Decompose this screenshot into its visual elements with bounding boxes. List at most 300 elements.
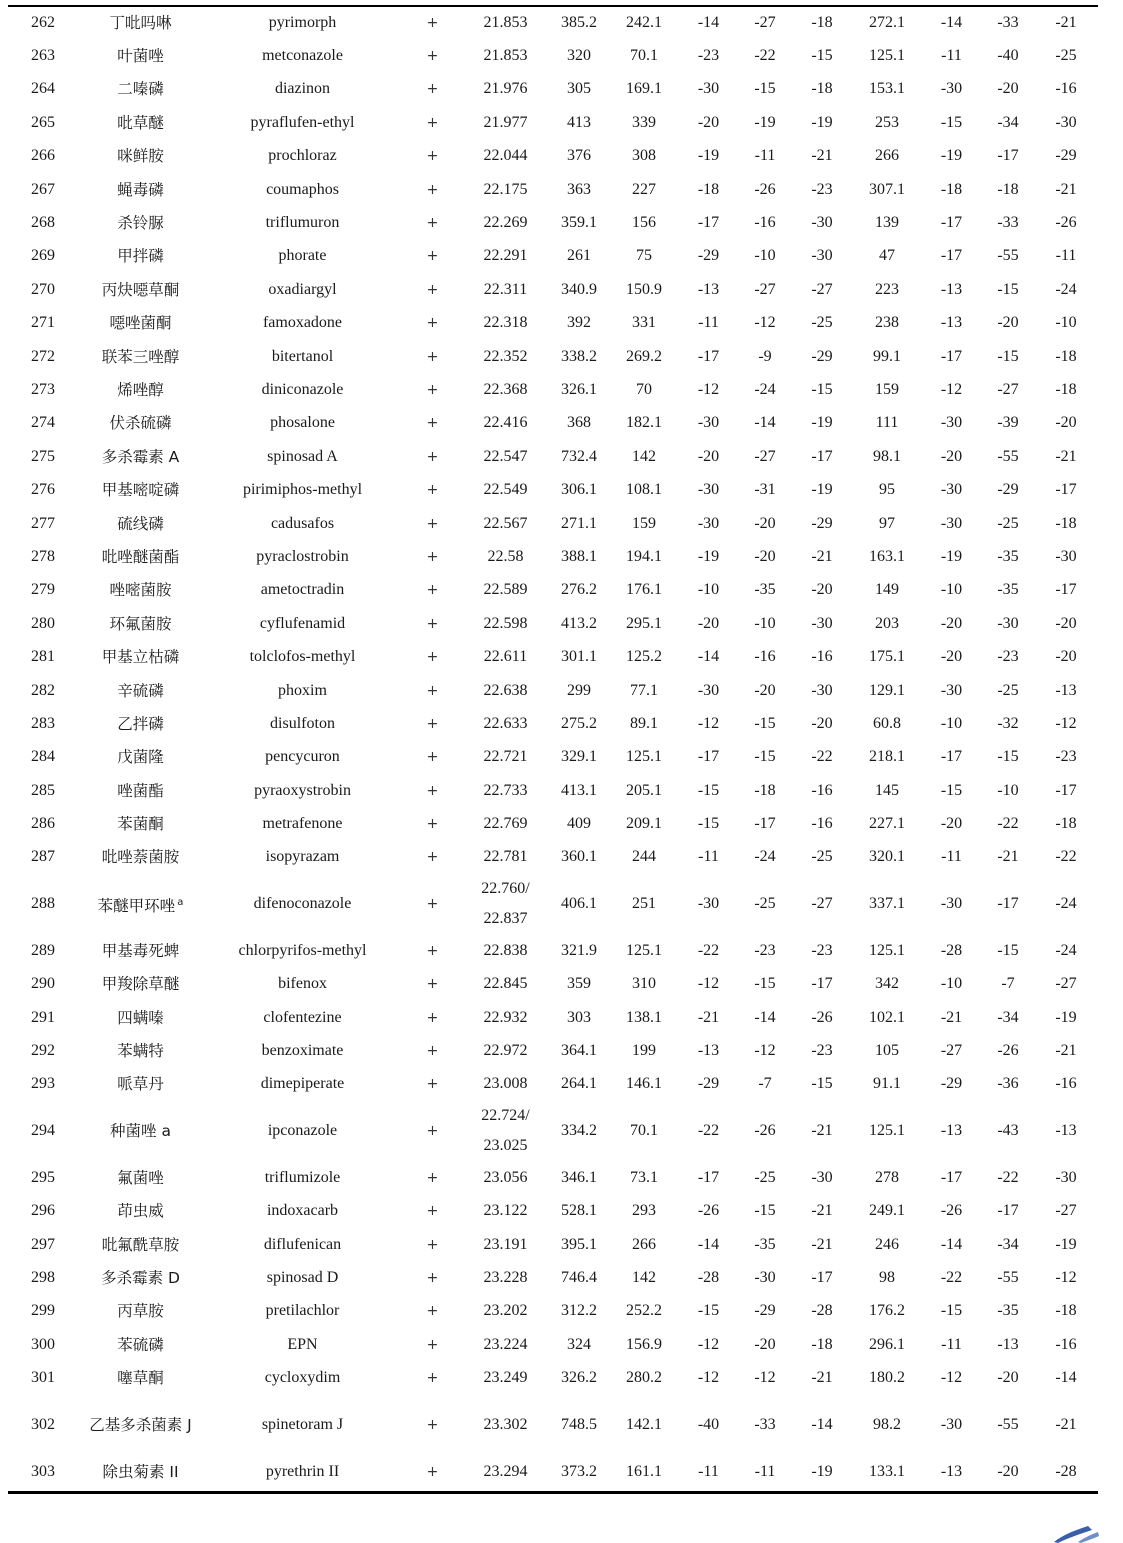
quant-ion: 142.1	[626, 1415, 662, 1433]
qual-ion: 278	[875, 1168, 899, 1186]
quant-ion: 70.1	[630, 47, 658, 65]
quant-ion: 150.9	[626, 280, 662, 298]
qual-ion: 266	[875, 147, 899, 165]
qual-ion: 149	[875, 581, 899, 599]
table-row	[8, 1001, 1098, 1034]
chinese-name	[78, 741, 203, 774]
qual-rf-lens: -14	[1055, 1369, 1077, 1387]
quant-collision-energy: -16	[754, 214, 776, 232]
chinese-name	[78, 1195, 203, 1228]
precursor-ion: 748.5	[561, 1415, 597, 1433]
retention-time: 23.122	[483, 1202, 528, 1220]
qual-ion: 60.8	[873, 714, 901, 732]
english-name: bifenox	[278, 975, 327, 993]
ion-polarity: +	[426, 896, 439, 913]
quant-cone-voltage: -19	[697, 547, 720, 565]
qual-rf-lens: -12	[1055, 714, 1077, 732]
chinese-name-text: 咪鲜胺	[117, 147, 164, 166]
quant-collision-energy: -31	[754, 481, 776, 499]
quant-rf-lens: -30	[811, 247, 833, 265]
chinese-name-text: 噻草酮	[117, 1369, 164, 1388]
table-row	[8, 874, 1098, 934]
retention-time: 23.224	[483, 1335, 528, 1353]
row-number: 292	[31, 1042, 55, 1060]
english-name: indoxacarb	[266, 1202, 339, 1220]
chinese-name-text: 哌草丹	[117, 1075, 164, 1094]
english-name: pyraflufen-ethyl	[250, 113, 355, 131]
qual-ion: 97	[879, 514, 895, 532]
quant-ion: 266	[632, 1235, 656, 1253]
english-name: spinosad D	[266, 1268, 339, 1286]
qual-collision-energy: -55	[997, 447, 1019, 465]
table-row	[8, 574, 1098, 607]
quant-cone-voltage: -12	[697, 714, 720, 732]
quant-cone-voltage: -30	[697, 514, 720, 532]
retention-time: 22.633	[483, 714, 528, 732]
row-number: 303	[31, 1462, 55, 1480]
row-number: 289	[31, 941, 55, 959]
quant-collision-energy: -20	[754, 547, 776, 565]
quant-ion: 280.2	[626, 1369, 662, 1387]
qual-ion: 47	[879, 247, 895, 265]
ion-polarity: +	[426, 849, 439, 866]
qual-rf-lens: -19	[1055, 1235, 1077, 1253]
retention-time: 22.721	[483, 748, 528, 766]
row-number: 271	[31, 314, 55, 332]
chinese-name-text: 吡氟酰草胺	[101, 1235, 180, 1254]
precursor-ion: 413.2	[561, 614, 597, 632]
ion-polarity: +	[426, 749, 439, 766]
chinese-name-text: 苯菌酮	[117, 815, 164, 834]
table-row	[8, 140, 1098, 173]
retention-time: 22.416	[483, 414, 528, 432]
qual-cone-voltage: -30	[940, 80, 963, 98]
precursor-ion: 359.1	[561, 214, 597, 232]
chinese-name	[78, 73, 203, 106]
qual-collision-energy: -27	[997, 380, 1019, 398]
quant-ion: 244	[632, 848, 656, 866]
chinese-name	[78, 874, 203, 934]
qual-collision-energy: -55	[997, 1268, 1019, 1286]
qual-ion: 111	[875, 414, 899, 432]
qual-cone-voltage: -10	[940, 581, 963, 599]
ion-polarity: +	[426, 1203, 439, 1220]
table-row	[8, 6, 1098, 39]
qual-ion: 125.1	[869, 1122, 905, 1140]
english-name: pyraoxystrobin	[254, 781, 351, 799]
chinese-name	[78, 1295, 203, 1328]
table-row	[8, 407, 1098, 440]
table-row	[8, 674, 1098, 707]
footnote-marker: a	[177, 896, 184, 908]
qual-collision-energy: -20	[997, 1462, 1019, 1480]
retention-time: 22.972	[483, 1042, 528, 1060]
qual-ion: 175.1	[869, 648, 905, 666]
qual-rf-lens: -24	[1055, 280, 1077, 298]
retention-time: 23.056	[483, 1168, 528, 1186]
retention-time: 23.008	[483, 1075, 528, 1093]
qual-ion: 139	[875, 214, 899, 232]
qual-cone-voltage: -15	[940, 113, 963, 131]
qual-ion: 98.2	[873, 1415, 901, 1433]
qual-cone-voltage: -29	[940, 1075, 963, 1093]
table-row	[8, 73, 1098, 106]
english-name: difenoconazole	[253, 895, 352, 913]
retention-time: 21.977	[483, 113, 528, 131]
qual-cone-voltage: -30	[940, 1415, 963, 1433]
chinese-name-text: 甲基立枯磷	[101, 648, 180, 667]
qual-collision-energy: -43	[997, 1122, 1019, 1140]
qual-collision-energy: -35	[997, 547, 1019, 565]
row-number: 277	[31, 514, 55, 532]
quant-ion: 138.1	[626, 1008, 662, 1026]
qual-rf-lens: -30	[1055, 1168, 1077, 1186]
ion-polarity: +	[426, 1463, 439, 1480]
english-name: metconazole	[262, 47, 343, 65]
retention-time: 22.352	[483, 347, 528, 365]
precursor-ion: 413.1	[561, 781, 597, 799]
table-row	[8, 240, 1098, 273]
retention-time: 23.202	[483, 1302, 528, 1320]
chinese-name	[78, 1361, 203, 1394]
retention-time: 22.044	[483, 147, 528, 165]
row-number: 301	[31, 1369, 55, 1387]
quant-cone-voltage: -22	[697, 941, 720, 959]
precursor-ion: 264.1	[561, 1075, 597, 1093]
chinese-name-text: 苯醚甲环唑	[97, 896, 176, 915]
retention-time: 23.228	[483, 1268, 528, 1286]
chinese-name	[78, 1455, 203, 1488]
quant-rf-lens: -25	[811, 314, 833, 332]
chinese-name-text: 硫线磷	[117, 514, 164, 533]
quant-collision-energy: -30	[754, 1268, 776, 1286]
qual-collision-energy: -17	[997, 147, 1019, 165]
quant-rf-lens: -18	[811, 13, 833, 31]
chinese-name-text: 甲基嘧啶磷	[101, 481, 180, 500]
chinese-name	[78, 607, 203, 640]
ion-polarity: +	[426, 81, 439, 98]
chinese-name-text: 苯螨特	[117, 1042, 164, 1061]
table-row	[8, 1328, 1098, 1361]
precursor-ion: 388.1	[561, 547, 597, 565]
qual-cone-voltage: -20	[940, 447, 963, 465]
precursor-ion: 376	[567, 147, 591, 165]
row-number: 284	[31, 748, 55, 766]
chinese-name	[78, 206, 203, 239]
english-name: pyrethrin II	[265, 1462, 340, 1480]
quant-collision-energy: -11	[754, 147, 776, 165]
english-name: isopyrazam	[265, 848, 340, 866]
table-row	[8, 1361, 1098, 1394]
quant-collision-energy: -26	[754, 180, 776, 198]
qual-cone-voltage: -18	[940, 180, 963, 198]
table-row	[8, 707, 1098, 740]
quant-collision-energy: -26	[754, 1122, 776, 1140]
qual-collision-energy: -34	[997, 1235, 1019, 1253]
quant-collision-energy: -9	[758, 347, 772, 365]
table-row	[8, 807, 1098, 840]
qual-cone-voltage: -30	[940, 514, 963, 532]
retention-time: 22.311	[483, 280, 528, 298]
qual-ion: 95	[879, 481, 895, 499]
qual-collision-energy: -34	[997, 113, 1019, 131]
retention-time: 22.769	[483, 815, 528, 833]
row-number: 290	[31, 975, 55, 993]
chinese-name	[78, 1261, 203, 1294]
precursor-ion: 326.1	[561, 380, 597, 398]
quant-ion: 169.1	[626, 80, 662, 98]
chinese-name	[78, 1395, 203, 1455]
quant-rf-lens: -19	[811, 1462, 833, 1480]
precursor-ion: 373.2	[561, 1462, 597, 1480]
qual-cone-voltage: -21	[940, 1008, 963, 1026]
qual-collision-energy: -25	[997, 681, 1019, 699]
quant-collision-energy: -20	[754, 1335, 776, 1353]
table-row	[8, 507, 1098, 540]
row-number: 282	[31, 681, 55, 699]
qual-rf-lens: -30	[1055, 113, 1077, 131]
qual-cone-voltage: -30	[940, 414, 963, 432]
precursor-ion: 299	[567, 681, 591, 699]
chinese-name-text: 戊菌隆	[117, 748, 164, 767]
retention-time: 23.191	[483, 1235, 528, 1253]
qual-ion: 98.1	[873, 447, 901, 465]
retention-time: 22.175	[483, 180, 528, 198]
ion-polarity: +	[426, 816, 439, 833]
quant-collision-energy: -25	[754, 1168, 776, 1186]
precursor-ion: 312.2	[561, 1302, 597, 1320]
english-name: spinetoram J	[261, 1415, 344, 1433]
precursor-ion: 406.1	[561, 895, 597, 913]
qual-collision-energy: -35	[997, 1302, 1019, 1320]
chinese-name-text: 丙炔噁草酮	[101, 280, 180, 299]
quant-cone-voltage: -17	[697, 347, 720, 365]
quant-cone-voltage: -17	[697, 1168, 720, 1186]
ion-polarity: +	[426, 348, 439, 365]
ion-polarity: +	[426, 615, 439, 632]
english-name: tolclofos-methyl	[249, 648, 356, 666]
qual-collision-energy: -25	[997, 514, 1019, 532]
ion-polarity: +	[426, 515, 439, 532]
quant-collision-energy: -7	[758, 1075, 772, 1093]
qual-collision-energy: -17	[997, 895, 1019, 913]
qual-cone-voltage: -19	[940, 547, 963, 565]
row-number: 278	[31, 547, 55, 565]
qual-cone-voltage: -26	[940, 1202, 963, 1220]
qual-cone-voltage: -27	[940, 1042, 963, 1060]
ion-polarity: +	[426, 148, 439, 165]
quant-rf-lens: -30	[811, 214, 833, 232]
qual-ion: 159	[875, 380, 899, 398]
ion-polarity: +	[426, 14, 439, 31]
english-name: cadusafos	[270, 514, 335, 532]
precursor-ion: 340.9	[561, 280, 597, 298]
quant-collision-energy: -24	[754, 380, 776, 398]
retention-time: 23.294	[483, 1462, 528, 1480]
precursor-ion: 320	[567, 47, 591, 65]
quant-ion: 205.1	[626, 781, 662, 799]
qual-cone-voltage: -30	[940, 481, 963, 499]
qual-collision-energy: -55	[997, 247, 1019, 265]
qual-rf-lens: -26	[1055, 214, 1077, 232]
quant-rf-lens: -17	[811, 975, 833, 993]
english-name: disulfoton	[270, 714, 335, 732]
english-name: chlorpyrifos-methyl	[238, 941, 367, 959]
quant-cone-voltage: -19	[697, 147, 720, 165]
quant-rf-lens: -29	[811, 347, 833, 365]
qual-cone-voltage: -17	[940, 1168, 963, 1186]
qual-collision-energy: -22	[997, 1168, 1019, 1186]
qual-rf-lens: -16	[1055, 1075, 1077, 1093]
quant-rf-lens: -20	[811, 714, 833, 732]
chinese-name-text: 四螨嗪	[117, 1008, 164, 1027]
chinese-name	[78, 140, 203, 173]
row-number: 300	[31, 1335, 55, 1353]
qual-rf-lens: -21	[1055, 13, 1077, 31]
row-number: 268	[31, 214, 55, 232]
qual-rf-lens: -18	[1055, 347, 1077, 365]
retention-time: 22.638	[483, 681, 528, 699]
quant-rf-lens: -16	[811, 781, 833, 799]
retention-time: 22.589	[483, 581, 528, 599]
chinese-name-text: 种菌唑 a	[110, 1122, 171, 1141]
qual-collision-energy: -33	[997, 13, 1019, 31]
qual-rf-lens: -16	[1055, 80, 1077, 98]
quant-ion: 125.2	[626, 648, 662, 666]
row-number: 276	[31, 481, 55, 499]
quant-ion: 108.1	[626, 481, 662, 499]
quant-collision-energy: -15	[754, 80, 776, 98]
row-number: 266	[31, 147, 55, 165]
qual-ion: 99.1	[873, 347, 901, 365]
ion-polarity: +	[426, 715, 439, 732]
qual-ion: 223	[875, 280, 899, 298]
precursor-ion: 364.1	[561, 1042, 597, 1060]
quant-rf-lens: -17	[811, 447, 833, 465]
row-number: 294	[31, 1122, 55, 1140]
publisher-logo-icon	[1050, 1524, 1100, 1543]
quant-ion: 89.1	[630, 714, 658, 732]
retention-time: 23.302	[483, 1415, 528, 1433]
english-name: metrafenone	[262, 815, 343, 833]
quant-rf-lens: -18	[811, 1335, 833, 1353]
ion-polarity: +	[426, 1336, 439, 1353]
qual-ion: 342	[875, 975, 899, 993]
quant-rf-lens: -21	[811, 1369, 833, 1387]
quant-rf-lens: -17	[811, 1268, 833, 1286]
quant-cone-voltage: -15	[697, 1302, 720, 1320]
qual-collision-energy: -33	[997, 214, 1019, 232]
qual-ion: 296.1	[869, 1335, 905, 1353]
quant-collision-energy: -20	[754, 681, 776, 699]
row-number: 302	[31, 1415, 55, 1433]
qual-collision-energy: -30	[997, 614, 1019, 632]
chinese-name	[78, 707, 203, 740]
qual-rf-lens: -10	[1055, 314, 1077, 332]
quant-collision-energy: -15	[754, 748, 776, 766]
qual-cone-voltage: -10	[940, 714, 963, 732]
retention-time: 22.781	[483, 848, 528, 866]
quant-ion: 70	[636, 380, 652, 398]
qual-collision-energy: -35	[997, 581, 1019, 599]
quant-ion: 194.1	[626, 547, 662, 565]
retention-time	[463, 874, 548, 934]
qual-cone-voltage: -17	[940, 347, 963, 365]
retention-time: 22.547	[483, 447, 528, 465]
quant-ion: 70.1	[630, 1122, 658, 1140]
ion-polarity: +	[426, 582, 439, 599]
quant-ion: 176.1	[626, 581, 662, 599]
quant-ion: 209.1	[626, 815, 662, 833]
qual-cone-voltage: -14	[940, 13, 963, 31]
table-row	[8, 1261, 1098, 1294]
quant-rf-lens: -21	[811, 1122, 833, 1140]
precursor-ion: 306.1	[561, 481, 597, 499]
qual-cone-voltage: -30	[940, 681, 963, 699]
ion-polarity: +	[426, 281, 439, 298]
table-row	[8, 1228, 1098, 1261]
retention-time: 22.269	[483, 214, 528, 232]
qual-cone-voltage: -17	[940, 214, 963, 232]
chinese-name-text: 吡唑醚菌酯	[101, 547, 180, 566]
precursor-ion: 275.2	[561, 714, 597, 732]
quant-rf-lens: -23	[811, 1042, 833, 1060]
quant-ion: 156.9	[626, 1335, 662, 1353]
row-number: 265	[31, 113, 55, 131]
quant-ion: 252.2	[626, 1302, 662, 1320]
qual-collision-energy: -10	[997, 781, 1019, 799]
chinese-name-text: 氟菌唑	[117, 1168, 164, 1187]
quant-cone-voltage: -28	[697, 1268, 720, 1286]
quant-ion: 182.1	[626, 414, 662, 432]
retention-time: 22.733	[483, 781, 528, 799]
row-number: 273	[31, 380, 55, 398]
qual-collision-energy: -40	[997, 47, 1019, 65]
qual-rf-lens: -25	[1055, 47, 1077, 65]
table-row	[8, 841, 1098, 874]
row-number: 269	[31, 247, 55, 265]
table-body	[8, 6, 1098, 1488]
quant-rf-lens: -28	[811, 1302, 833, 1320]
qual-ion: 105	[875, 1042, 899, 1060]
english-name: spinosad A	[267, 447, 338, 465]
qual-ion: 91.1	[873, 1075, 901, 1093]
chinese-name-text: 吡唑萘菌胺	[101, 848, 180, 867]
english-name: benzoximate	[261, 1042, 344, 1060]
quant-ion: 156	[632, 214, 656, 232]
precursor-ion: 413	[567, 113, 591, 131]
chinese-name-text: 甲拌磷	[117, 247, 164, 266]
quant-cone-voltage: -40	[697, 1415, 720, 1433]
qual-cone-voltage: -20	[940, 614, 963, 632]
quant-collision-energy: -18	[754, 781, 776, 799]
quant-cone-voltage: -30	[697, 895, 720, 913]
qual-ion: 218.1	[869, 748, 905, 766]
row-number: 299	[31, 1302, 55, 1320]
row-number: 274	[31, 414, 55, 432]
quant-cone-voltage: -10	[697, 581, 720, 599]
table-row	[8, 440, 1098, 473]
qual-collision-energy: -15	[997, 280, 1019, 298]
quant-rf-lens: -21	[811, 1235, 833, 1253]
quant-cone-voltage: -21	[697, 1008, 720, 1026]
quant-ion: 251	[632, 895, 656, 913]
chinese-name	[78, 540, 203, 573]
chinese-name-text: 乙基多杀菌素 J	[89, 1415, 192, 1434]
quant-collision-energy: -16	[754, 648, 776, 666]
english-name: phorate	[278, 247, 327, 265]
quant-rf-lens: -27	[811, 280, 833, 298]
